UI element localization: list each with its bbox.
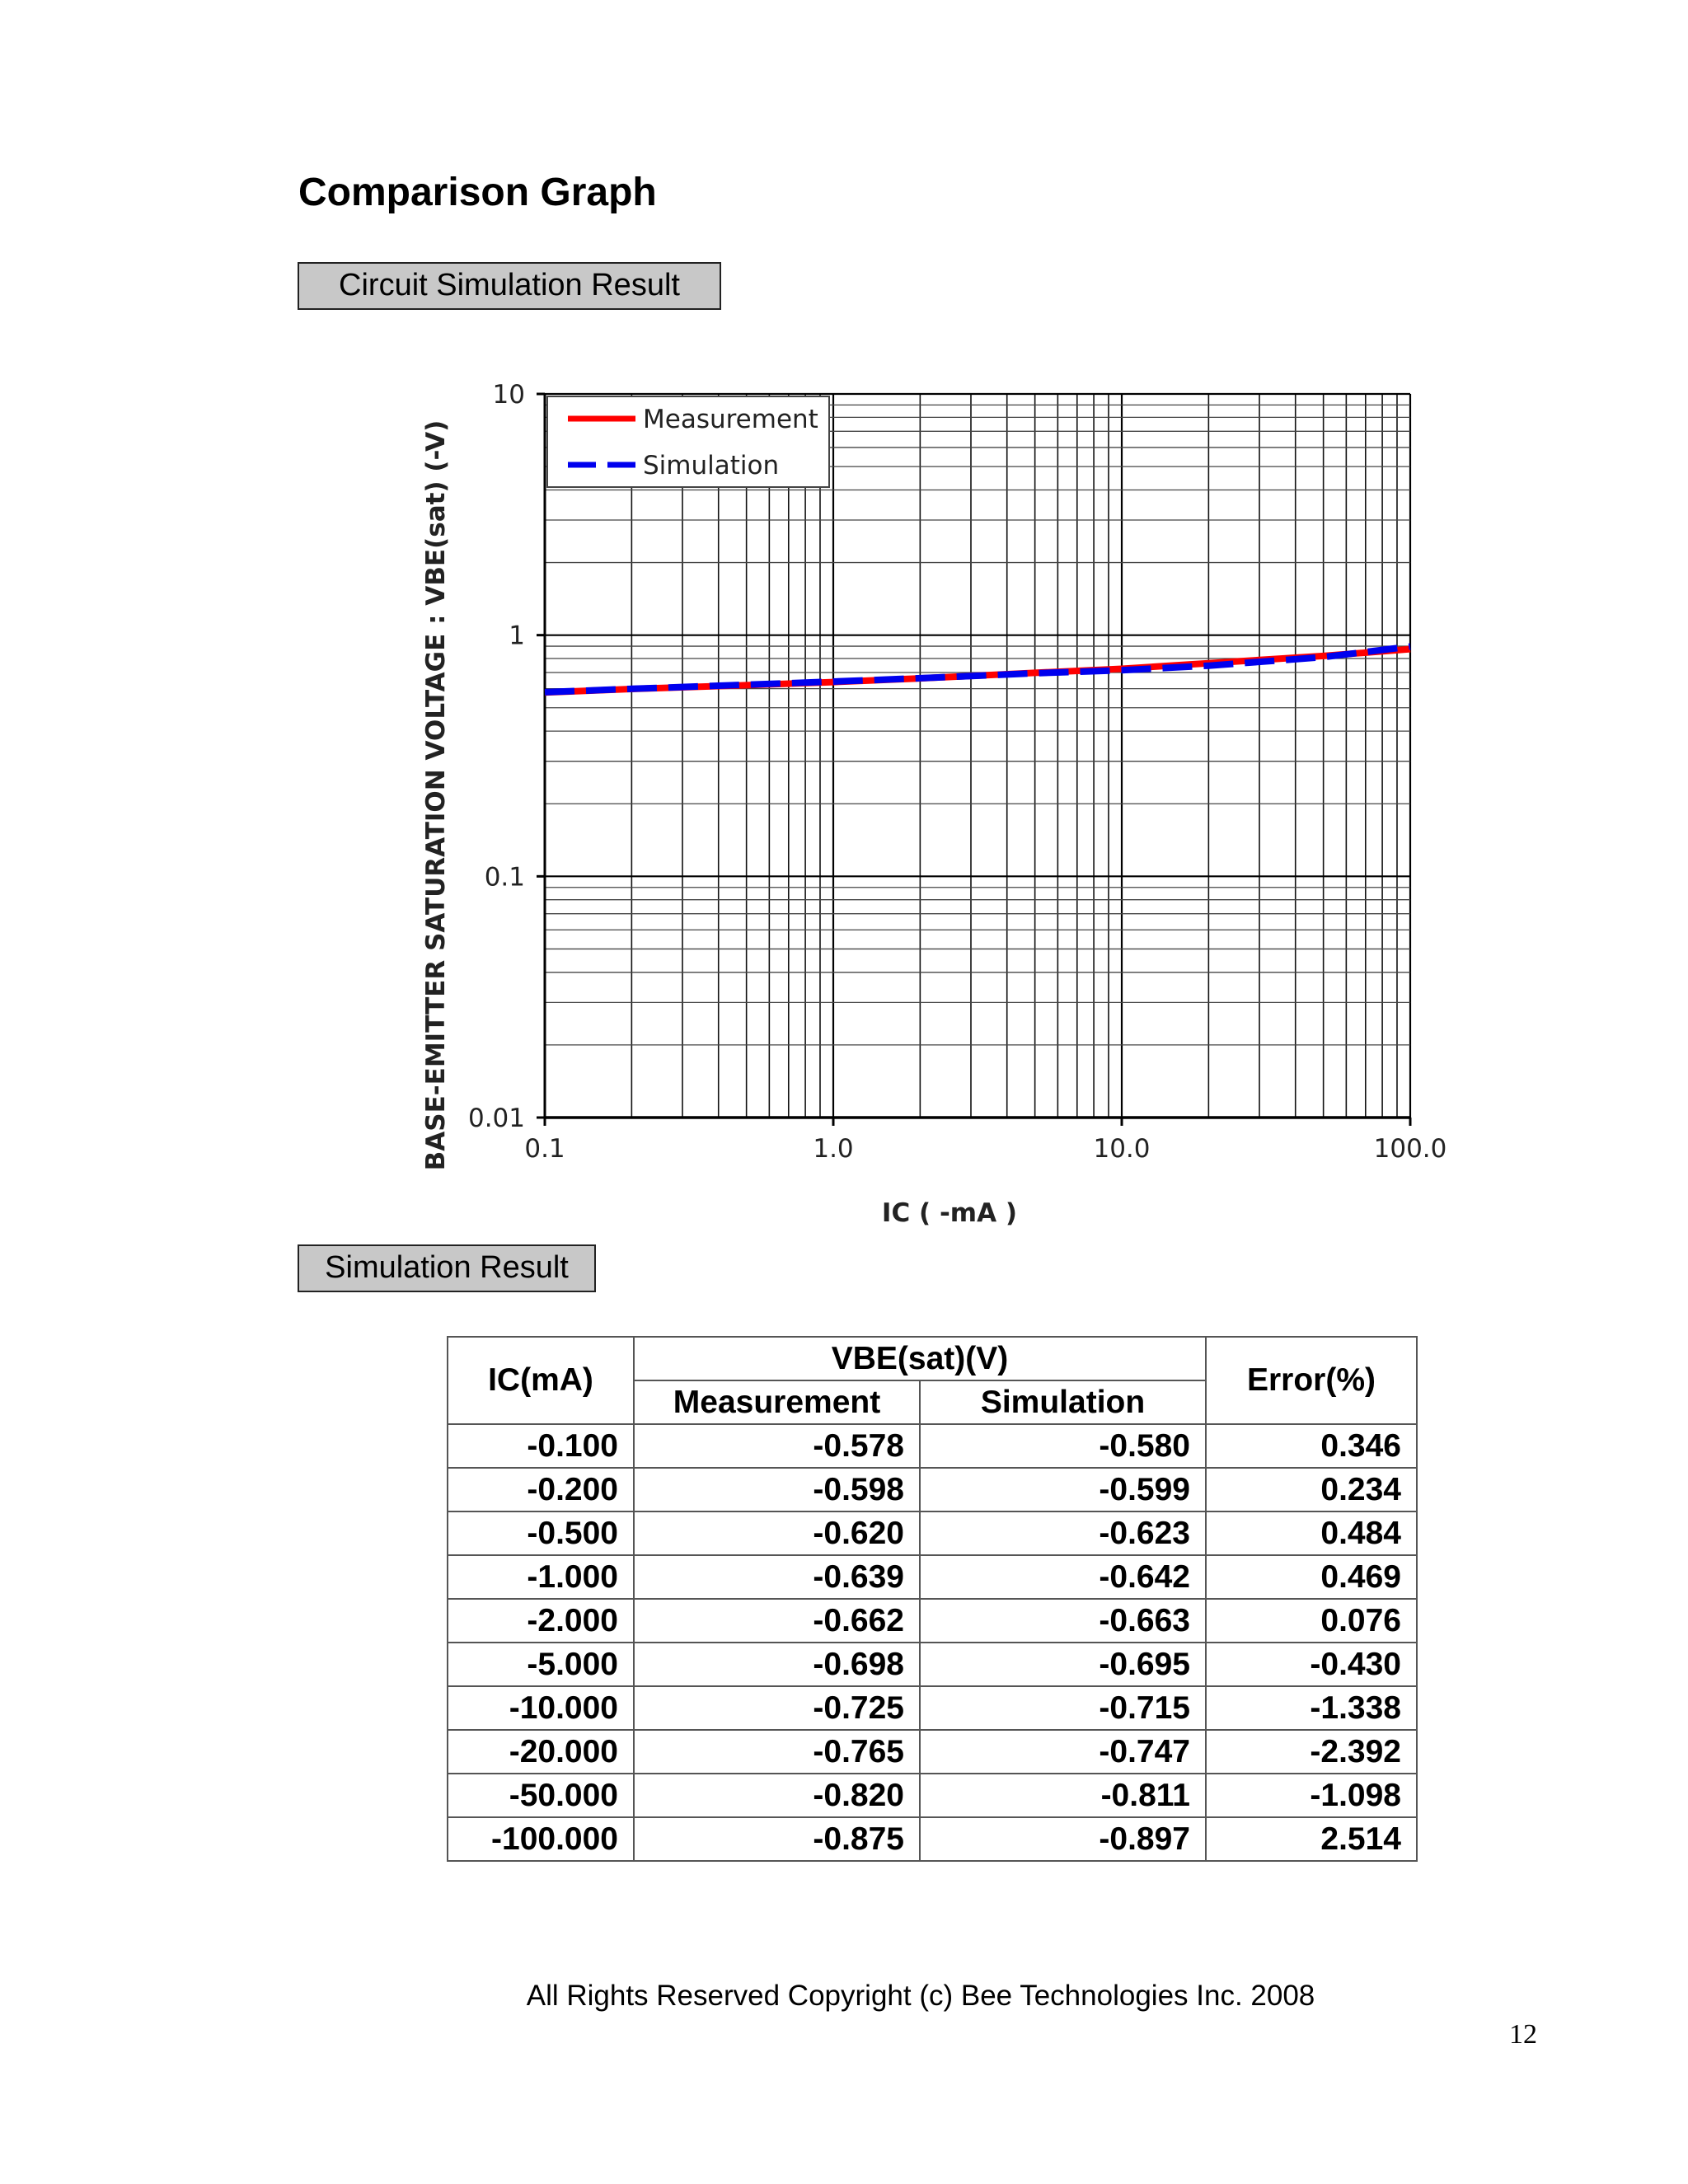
header-ic: IC(mA): [448, 1337, 634, 1424]
cell-simulation: -0.695: [920, 1643, 1206, 1686]
cell-ic: -2.000: [448, 1599, 634, 1643]
cell-measurement: -0.820: [634, 1774, 920, 1817]
y-tick-label: 0.01: [467, 1104, 525, 1133]
results-table-body: [448, 1424, 1417, 1861]
y-tick-label: 10: [492, 380, 525, 410]
cell-ic: -1.000: [448, 1555, 634, 1599]
cell-ic: -0.100: [448, 1424, 634, 1468]
cell-error: 0.076: [1206, 1599, 1417, 1643]
y-axis-label: BASE-EMITTER SATURATION VOLTAGE : VBE(sat) (-V): [421, 419, 451, 1171]
y-tick-label: 1: [509, 621, 525, 651]
table-row: [448, 1643, 1417, 1686]
cell-ic: -20.000: [448, 1730, 634, 1774]
cell-error: 0.346: [1206, 1424, 1417, 1468]
cell-simulation: -0.747: [920, 1730, 1206, 1774]
x-tick-label: 1.0: [813, 1134, 854, 1164]
copyright-footer: All Rights Reserved Copyright (c) Bee Technologies Inc. 2008: [526, 1980, 1315, 2012]
legend-label: Simulation: [643, 451, 780, 480]
cell-error: 0.234: [1206, 1468, 1417, 1511]
cell-simulation: -0.599: [920, 1468, 1206, 1511]
section-label-simulation-result: Simulation Result: [298, 1244, 596, 1292]
cell-simulation: -0.811: [920, 1774, 1206, 1817]
table-row: [448, 1468, 1417, 1511]
section-label-circuit-simulation: Circuit Simulation Result: [298, 262, 721, 310]
series-line-simulation: [545, 647, 1410, 692]
cell-ic: -10.000: [448, 1686, 634, 1730]
chart-tick-labels: [468, 380, 1447, 1164]
cell-measurement: -0.698: [634, 1643, 920, 1686]
cell-simulation: -0.580: [920, 1424, 1206, 1468]
chart-grid: [545, 394, 1410, 1118]
cell-simulation: -0.642: [920, 1555, 1206, 1599]
cell-measurement: -0.598: [634, 1468, 920, 1511]
cell-measurement: -0.639: [634, 1555, 920, 1599]
cell-error: -2.392: [1206, 1730, 1417, 1774]
chart-legend: [547, 396, 829, 487]
x-tick-label: 100.0: [1373, 1134, 1447, 1164]
cell-ic: -100.000: [448, 1817, 634, 1861]
cell-simulation: -0.897: [920, 1817, 1206, 1861]
table-row: [448, 1599, 1417, 1643]
page-number: 12: [1509, 2019, 1537, 2050]
x-axis-label: IC ( -mA ): [881, 1198, 1018, 1228]
table-row: [448, 1555, 1417, 1599]
results-table: [447, 1336, 1418, 1862]
header-error: Error(%): [1206, 1337, 1417, 1424]
cell-measurement: -0.875: [634, 1817, 920, 1861]
x-tick-label: 0.1: [524, 1134, 565, 1164]
cell-simulation: -0.715: [920, 1686, 1206, 1730]
table-row: [448, 1730, 1417, 1774]
y-tick-label: 0.1: [484, 862, 525, 893]
cell-measurement: -0.620: [634, 1511, 920, 1555]
cell-ic: -0.500: [448, 1511, 634, 1555]
cell-error: -1.338: [1206, 1686, 1417, 1730]
cell-error: -0.430: [1206, 1643, 1417, 1686]
table-row: [448, 1817, 1417, 1861]
table-row: [448, 1511, 1417, 1555]
header-measurement: Measurement: [634, 1380, 920, 1424]
cell-ic: -50.000: [448, 1774, 634, 1817]
cell-error: 0.484: [1206, 1511, 1417, 1555]
table-row: [448, 1424, 1417, 1468]
cell-measurement: -0.765: [634, 1730, 920, 1774]
cell-error: -1.098: [1206, 1774, 1417, 1817]
table-row: [448, 1686, 1417, 1730]
cell-ic: -0.200: [448, 1468, 634, 1511]
x-tick-label: 10.0: [1093, 1134, 1151, 1164]
cell-measurement: -0.725: [634, 1686, 920, 1730]
cell-ic: -5.000: [448, 1643, 634, 1686]
header-simulation: Simulation: [920, 1380, 1206, 1424]
cell-error: 2.514: [1206, 1817, 1417, 1861]
legend-label: Measurement: [643, 405, 818, 434]
cell-measurement: -0.662: [634, 1599, 920, 1643]
table-row: [448, 1774, 1417, 1817]
header-vbe: VBE(sat)(V): [634, 1337, 1206, 1380]
cell-measurement: -0.578: [634, 1424, 920, 1468]
cell-error: 0.469: [1206, 1555, 1417, 1599]
page-title: Comparison Graph: [298, 171, 657, 214]
cell-simulation: -0.663: [920, 1599, 1206, 1643]
comparison-chart: [412, 371, 1484, 1244]
cell-simulation: -0.623: [920, 1511, 1206, 1555]
chart-series: [545, 647, 1410, 693]
